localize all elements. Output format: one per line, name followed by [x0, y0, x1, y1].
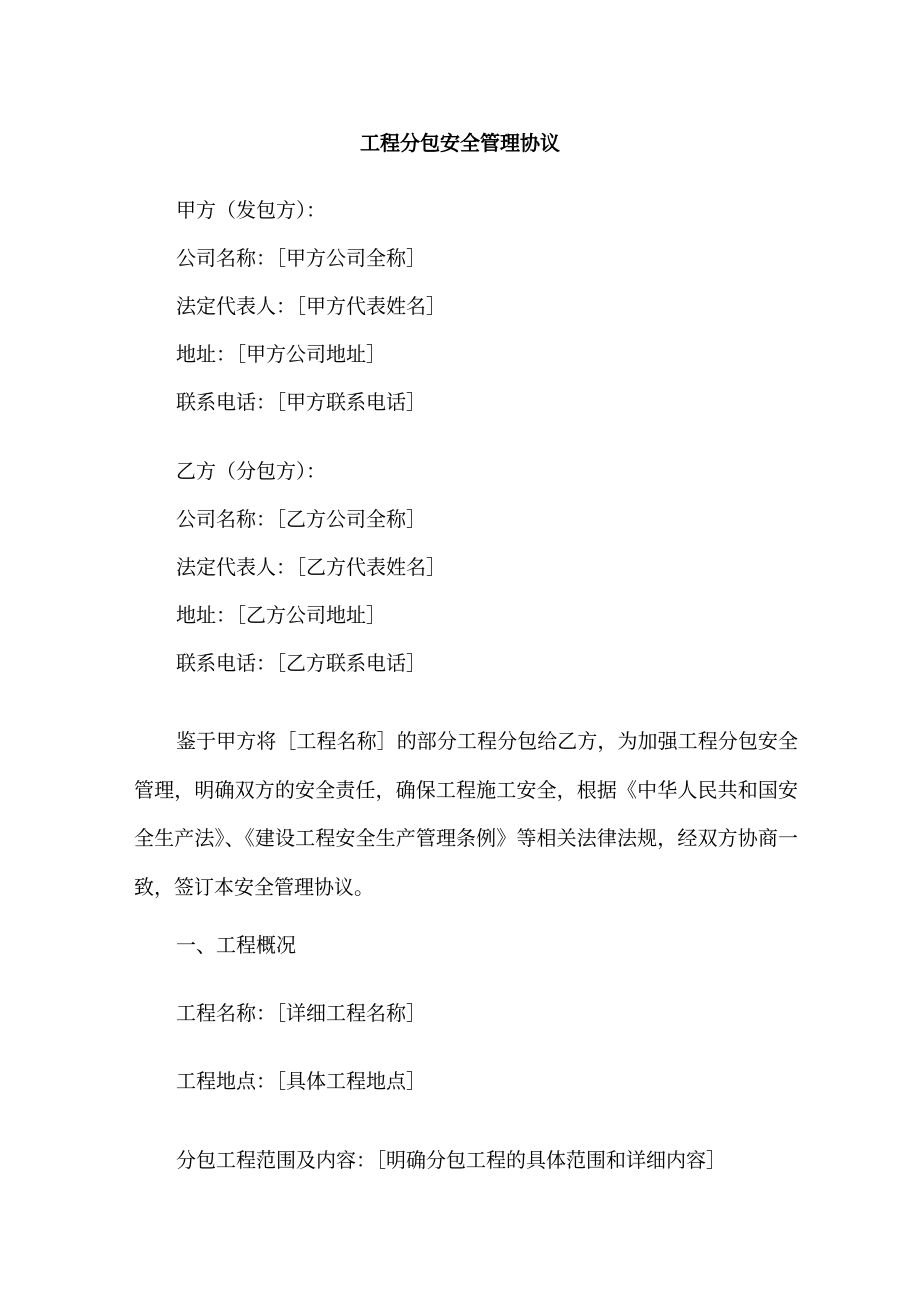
party-a-heading: 甲方（发包方）： [176, 198, 326, 222]
party-b-heading: 乙方（分包方）： [176, 459, 326, 483]
party-a-address: 地址：［甲方公司地址］ [176, 342, 386, 366]
section-1-heading: 一、工程概况 [176, 933, 296, 957]
project-location-line: 工程地点：［具体工程地点］ [176, 1069, 426, 1093]
party-b-address: 地址：［乙方公司地址］ [176, 603, 386, 627]
document-title: 工程分包安全管理协议 [360, 131, 560, 155]
project-scope-line: 分包工程范围及内容：［明确分包工程的具体范围和详细内容］ [176, 1148, 726, 1172]
preamble-paragraph: 鉴于甲方将［工程名称］的部分工程分包给乙方，为加强工程分包安全管理，明确双方的安全责任，确保工程施工安全，根据《中华人民共和国安全生产法》、《建设工程安全生产管理条例》等相关法律法规，经双方协商一致，签订本安全管理协议。 [134, 729, 798, 899]
party-b-company: 公司名称：［乙方公司全称］ [176, 507, 426, 531]
party-b-phone: 联系电话：［乙方联系电话］ [176, 651, 426, 675]
party-a-phone: 联系电话：［甲方联系电话］ [176, 390, 426, 414]
project-name-line: 工程名称：［详细工程名称］ [176, 1001, 426, 1025]
party-b-representative: 法定代表人：［乙方代表姓名］ [176, 555, 446, 579]
party-a-company: 公司名称：［甲方公司全称］ [176, 246, 426, 270]
party-a-representative: 法定代表人：［甲方代表姓名］ [176, 294, 446, 318]
